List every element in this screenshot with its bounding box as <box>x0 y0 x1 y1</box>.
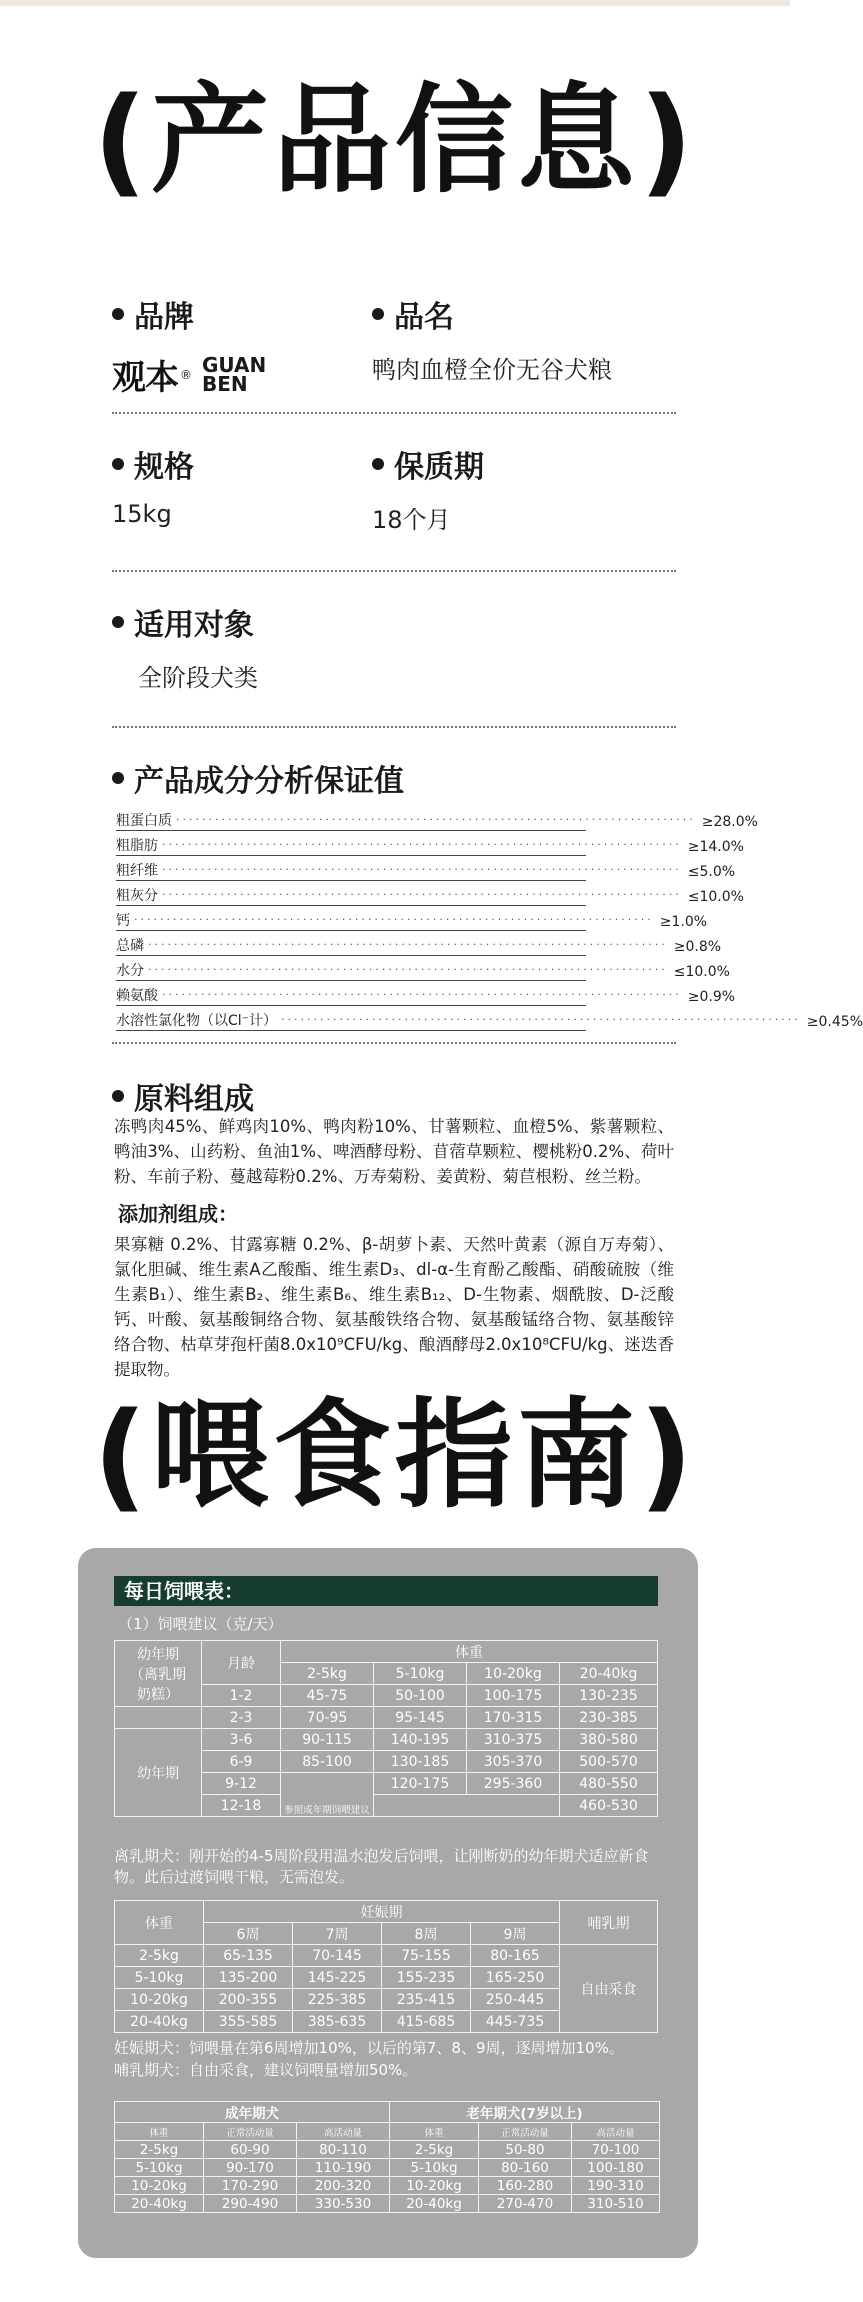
value-cell: 160-280 <box>479 2177 572 2195</box>
product-info-title: (产品信息) <box>93 71 697 209</box>
analysis-name: 粗灰分 <box>116 888 158 904</box>
value-cell: 120-175 <box>374 1773 467 1795</box>
value-cell: 50-100 <box>374 1685 467 1707</box>
pregnancy-note: 妊娠期犬：饲喂量在第6周增加10%，以后的第7、8、9周，逐周增加10%。 <box>114 2039 624 2057</box>
value-cell: 140-195 <box>374 1729 467 1751</box>
sub-header: 正常活动量 <box>204 2123 297 2141</box>
age-cell: 12-18 <box>202 1795 281 1817</box>
sub-header: 高活动量 <box>572 2123 660 2141</box>
product-name-value: 鸭肉血橙全价无谷犬粮 <box>372 356 612 384</box>
value-cell: 130-185 <box>374 1751 467 1773</box>
analysis-name: 粗脂肪 <box>116 838 158 854</box>
age-header: 月龄 <box>202 1641 281 1685</box>
value-cell: 45-75 <box>281 1685 374 1707</box>
analysis-name: 赖氨酸 <box>116 988 158 1004</box>
value-cell: 90-115 <box>281 1729 374 1751</box>
weaning-note: 离乳期犬：刚开始的4-5周阶段用温水泡发后饲喂，让刚断奶的幼年期犬适应新食物。此后过渡饲喂干粮，无需泡发。 <box>114 1847 649 1886</box>
value-cell: 270-470 <box>479 2195 572 2213</box>
spec-value: 15kg <box>112 500 172 528</box>
weight-cell: 20-40kg <box>115 2195 204 2213</box>
top-strip <box>0 0 790 6</box>
ingredients-section <box>112 1074 254 1118</box>
analysis-label: 产品成分分析保证值 <box>134 764 404 799</box>
weight-cell: 10-20kg <box>390 2177 479 2195</box>
additive-label: 添加剂组成： <box>118 1202 238 1226</box>
shelf-life-section <box>372 442 484 535</box>
analysis-row <box>116 906 708 931</box>
bullet-icon <box>112 1090 124 1102</box>
analysis-row <box>116 981 736 1006</box>
bullet-icon <box>112 616 124 628</box>
analysis-value: ≥1.0% <box>659 914 708 930</box>
puppy-label: 幼年期 <box>115 1729 202 1817</box>
weight-col: 10-20kg <box>467 1663 560 1685</box>
registered-mark: ® <box>180 367 192 382</box>
leader-dots: ················································································ <box>162 988 682 1001</box>
analysis-name: 粗纤维 <box>116 863 158 879</box>
age-cell: 6-9 <box>202 1751 281 1773</box>
value-cell: 225-385 <box>293 1989 382 2011</box>
value-cell: 165-250 <box>471 1967 560 1989</box>
leader-dots: ················································································ <box>162 863 682 876</box>
value-cell: 200-320 <box>297 2177 390 2195</box>
value-cell: 380-580 <box>560 1729 658 1751</box>
adult-senior-table <box>114 2101 660 2213</box>
analysis-value: ≥28.0% <box>701 814 758 830</box>
spec-label: 规格 <box>134 450 194 485</box>
value-cell: 50-80 <box>479 2141 572 2159</box>
feeding-card <box>78 1548 698 2258</box>
value-cell: 355-585 <box>204 2011 293 2033</box>
logo-en-line1: GUAN <box>202 352 267 377</box>
feeding-subtitle: （1）饲喂建议（克/天） <box>118 1615 283 1633</box>
sub-header: 正常活动量 <box>479 2123 572 2141</box>
week-col: 7周 <box>293 1923 382 1945</box>
value-cell: 290-490 <box>204 2195 297 2213</box>
table-row <box>115 2141 660 2159</box>
bullet-icon <box>112 772 124 784</box>
value-cell: 230-385 <box>560 1707 658 1729</box>
divider <box>112 1042 676 1044</box>
spec-section <box>112 442 194 528</box>
ingredients-text: 冻鸭肉45%、鲜鸡肉10%、鸭肉粉10%、甘薯颗粒、血橙5%、紫薯颗粒、鸭油3%、山药粉、鱼油1%、啤酒酵母粉、苜蓿草颗粒、樱桃粉0.2%、荷叶粉、车前子粉、蔓越莓粉0.2%、万寿菊粉、姜黄粉、菊苣根粉、丝兰粉。 <box>114 1117 674 1186</box>
leader-dots: ················································································ <box>176 813 696 826</box>
weight-cell: 2-5kg <box>115 2141 204 2159</box>
divider <box>112 726 676 728</box>
table-row <box>115 1707 658 1729</box>
analysis-section <box>112 756 404 800</box>
value-cell: 445-735 <box>471 2011 560 2033</box>
leader-dots: ················································································ <box>162 888 682 901</box>
leader-dots: ················································································ <box>281 1013 801 1026</box>
analysis-table <box>116 806 863 1031</box>
analysis-name: 总磷 <box>116 938 144 954</box>
value-cell: 135-200 <box>204 1967 293 1989</box>
value-cell: 110-190 <box>297 2159 390 2177</box>
pregnancy-table <box>114 1900 658 2033</box>
analysis-row <box>116 856 736 881</box>
weight-cell: 20-40kg <box>115 2011 204 2033</box>
weight-cell: 10-20kg <box>115 2177 204 2195</box>
weight-cell: 10-20kg <box>115 1989 204 2011</box>
value-cell: 100-180 <box>572 2159 660 2177</box>
bullet-icon <box>372 458 384 470</box>
leader-dots: ················································································ <box>134 913 654 926</box>
leader-dots: ················································································ <box>162 838 682 851</box>
ingredients-label: 原料组成 <box>134 1082 254 1117</box>
value-cell: 80-165 <box>471 1945 560 1967</box>
value-cell: 295-360 <box>467 1773 560 1795</box>
shelf-life-value: 18个月 <box>372 506 451 534</box>
age-cell: 9-12 <box>202 1773 281 1795</box>
adult-note: 参照成年期饲喂建议 <box>281 1773 374 1817</box>
weight-header: 体重 <box>281 1641 658 1663</box>
value-cell: 310-375 <box>467 1729 560 1751</box>
value-cell: 385-635 <box>293 2011 382 2033</box>
adult-header: 成年期犬 <box>115 2102 390 2123</box>
weight-col: 20-40kg <box>560 1663 658 1685</box>
additive-text: 果寡糖 0.2%、甘露寡糖 0.2%、β-胡萝卜素、天然叶黄素（源自万寿菊）、氯化胆碱、维生素A乙酸酯、维生素D₃、dl-α-生育酚乙酸酯、硝酸硫胺（维生素B₁）、维生素B₂、维生素B₆、维生素B₁₂、D-生物素、烟酰胺、D-泛酸钙、叶酸、氨基酸铜络合物、氨基酸铁络合物、氨基酸锰络合物、氨基酸锌络合物、枯草芽孢杆菌8.0x10⁹CFU/kg、酿酒酵母2.0x10⁸CFU/kg、迷迭香提取物。 <box>114 1235 674 1379</box>
logo-en-line2: BEN <box>202 371 248 396</box>
analysis-value: ≤5.0% <box>687 864 736 880</box>
value-cell: 60-90 <box>204 2141 297 2159</box>
value-cell: 305-370 <box>467 1751 560 1773</box>
value-cell: 145-225 <box>293 1967 382 1989</box>
value-cell: 200-355 <box>204 1989 293 2011</box>
stage-label: 幼年期 <box>137 1646 179 1663</box>
analysis-row <box>116 806 758 831</box>
weight-cell: 5-10kg <box>115 2159 204 2177</box>
stage-sub1: （离乳期 <box>130 1666 186 1683</box>
weight-cell: 5-10kg <box>115 1967 204 1989</box>
analysis-value: ≥14.0% <box>687 839 744 855</box>
divider <box>112 570 676 572</box>
analysis-row <box>116 931 722 956</box>
analysis-row <box>116 1006 863 1031</box>
analysis-value: ≥0.45% <box>806 1014 863 1030</box>
leader-dots: ················································································ <box>148 938 668 951</box>
feeding-header: 每日饲喂表： <box>114 1576 658 1606</box>
analysis-value: ≤10.0% <box>673 964 730 980</box>
sub-header: 体重 <box>390 2123 479 2141</box>
target-label: 适用对象 <box>134 608 254 643</box>
product-name-label: 品名 <box>394 300 454 335</box>
brand-logo <box>112 350 266 399</box>
weight-col: 2-5kg <box>281 1663 374 1685</box>
age-cell: 2-3 <box>202 1707 281 1729</box>
value-cell: 100-175 <box>467 1685 560 1707</box>
weight-header: 体重 <box>115 1901 204 1945</box>
target-value: 全阶段犬类 <box>138 664 258 692</box>
weight-cell: 20-40kg <box>390 2195 479 2213</box>
sub-header: 体重 <box>115 2123 204 2141</box>
value-cell: 415-685 <box>382 2011 471 2033</box>
value-cell: 75-155 <box>382 1945 471 1967</box>
bullet-icon <box>112 308 124 320</box>
value-cell: 70-100 <box>572 2141 660 2159</box>
value-cell: 130-235 <box>560 1685 658 1707</box>
value-cell: 80-160 <box>479 2159 572 2177</box>
target-section <box>112 600 258 693</box>
analysis-row <box>116 881 744 906</box>
pregnancy-header: 妊娠期 <box>204 1901 560 1923</box>
week-col: 8周 <box>382 1923 471 1945</box>
value-cell: 310-510 <box>572 2195 660 2213</box>
table-row <box>115 1945 658 1967</box>
senior-header: 老年期犬(7岁以上) <box>390 2102 660 2123</box>
divider <box>112 412 676 414</box>
value-cell: 330-530 <box>297 2195 390 2213</box>
value-cell: 80-110 <box>297 2141 390 2159</box>
value-cell: 95-145 <box>374 1707 467 1729</box>
leader-dots: ················································································ <box>148 963 668 976</box>
value-cell: 70-95 <box>281 1707 374 1729</box>
value-cell: 460-530 <box>560 1795 658 1817</box>
product-name-section <box>372 292 612 385</box>
weight-cell: 5-10kg <box>390 2159 479 2177</box>
bullet-icon <box>112 458 124 470</box>
analysis-name: 钙 <box>116 913 130 929</box>
lactation-header: 哺乳期 <box>560 1901 658 1945</box>
table-row <box>115 2195 660 2213</box>
table-row <box>115 2159 660 2177</box>
bullet-icon <box>372 308 384 320</box>
analysis-row <box>116 956 730 981</box>
age-cell: 3-6 <box>202 1729 281 1751</box>
analysis-value: ≤10.0% <box>687 889 744 905</box>
value-cell: 85-100 <box>281 1751 374 1773</box>
table-row <box>115 1729 658 1751</box>
value-cell: 170-290 <box>204 2177 297 2195</box>
shelf-life-label: 保质期 <box>394 450 484 485</box>
analysis-name: 水溶性氯化物（以Cl⁻计） <box>116 1013 278 1029</box>
value-cell: 500-570 <box>560 1751 658 1773</box>
value-cell: 170-315 <box>467 1707 560 1729</box>
weight-cell: 2-5kg <box>115 1945 204 1967</box>
age-cell: 1-2 <box>202 1685 281 1707</box>
week-col: 9周 <box>471 1923 560 1945</box>
analysis-name: 水分 <box>116 963 144 979</box>
value-cell: 250-445 <box>471 1989 560 2011</box>
value-cell: 190-310 <box>572 2177 660 2195</box>
lactation-note: 哺乳期犬：自由采食，建议饲喂量增加50%。 <box>114 2061 418 2079</box>
sub-header: 高活动量 <box>297 2123 390 2141</box>
value-cell: 65-135 <box>204 1945 293 1967</box>
puppy-table <box>114 1640 658 1817</box>
lactation-value: 自由采食 <box>560 1945 658 2033</box>
analysis-value: ≥0.9% <box>687 989 736 1005</box>
analysis-value: ≥0.8% <box>673 939 722 955</box>
brand-label: 品牌 <box>134 300 194 335</box>
value-cell: 155-235 <box>382 1967 471 1989</box>
week-col: 6周 <box>204 1923 293 1945</box>
value-cell: 480-550 <box>560 1773 658 1795</box>
value-cell: 235-415 <box>382 1989 471 2011</box>
value-cell: 70-145 <box>293 1945 382 1967</box>
logo-cn: 观本 <box>112 358 178 398</box>
feeding-guide-title: (喂食指南) <box>93 1386 697 1524</box>
stage-sub2: 奶糕） <box>137 1686 179 1703</box>
value-cell: 90-170 <box>204 2159 297 2177</box>
weight-cell: 2-5kg <box>390 2141 479 2159</box>
brand-section <box>112 292 266 399</box>
table-row <box>115 2177 660 2195</box>
analysis-name: 粗蛋白质 <box>116 813 172 829</box>
analysis-row <box>116 831 744 856</box>
weight-col: 5-10kg <box>374 1663 467 1685</box>
